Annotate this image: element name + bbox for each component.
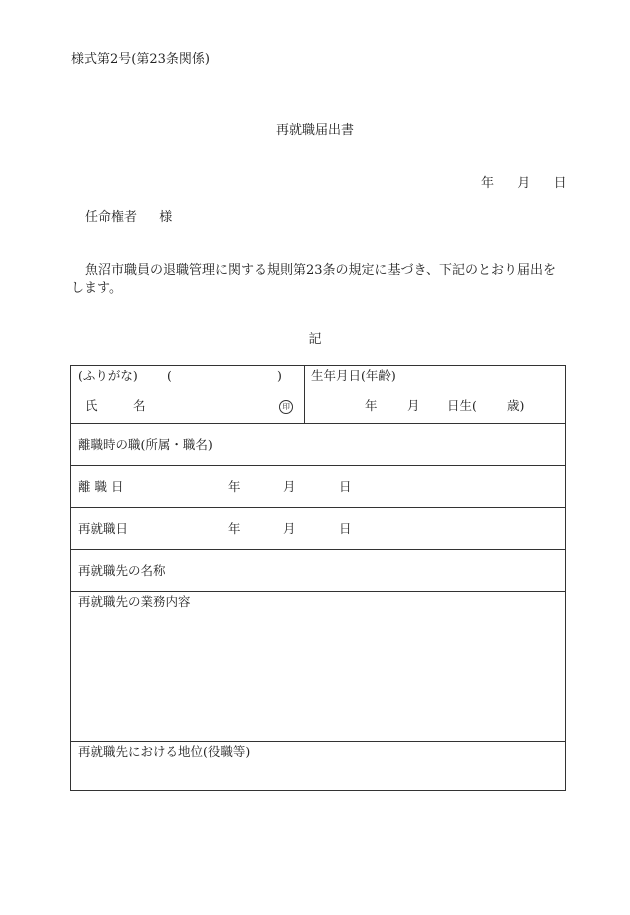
reemployment-form-table	[70, 365, 566, 791]
retirement-month-label: 月	[283, 479, 296, 494]
reemployment-day-label: 日	[339, 521, 352, 536]
row-divider	[71, 465, 565, 466]
retirement-date-label: 離 職 日	[78, 479, 124, 494]
row-divider	[71, 549, 565, 550]
furigana-close-paren: )	[277, 368, 282, 383]
position-at-retirement-label: 離職時の職(所属・職名)	[78, 437, 213, 452]
row-divider	[71, 591, 565, 592]
furigana-label: (ふりがな)	[78, 368, 138, 383]
employer-name-label: 再就職先の名称	[78, 563, 166, 578]
document-title: 再就職届出書	[275, 123, 354, 138]
seal-glyph: 印	[282, 402, 290, 411]
birth-month-label: 月	[407, 398, 420, 413]
retirement-year-label: 年	[228, 479, 241, 494]
form-number: 様式第2号(第23条関係)	[71, 52, 210, 67]
position-at-employer-label: 再就職先における地位(役職等)	[78, 744, 251, 759]
addressee	[85, 209, 172, 226]
statement-paragraph	[71, 262, 567, 298]
statement-text: 魚沼市職員の退職管理に関する規則第23条の規定に基づき、下記のとおり届出をします。	[71, 263, 557, 296]
reemployment-year-label: 年	[228, 521, 241, 536]
date-month-label: 月	[517, 176, 531, 191]
birth-year-label: 年	[365, 398, 378, 413]
business-content-label: 再就職先の業務内容	[78, 594, 191, 609]
retirement-day-label: 日	[339, 479, 352, 494]
seal-mark	[279, 400, 293, 414]
row-divider	[71, 507, 565, 508]
addressee-honorific: 様	[159, 210, 173, 225]
age-label: 歳)	[507, 398, 525, 413]
addressee-name: 任命権者	[85, 210, 138, 225]
row-divider	[71, 741, 565, 742]
submission-date	[481, 175, 567, 192]
furigana-open-paren: (	[167, 368, 172, 383]
birth-day-label: 日生(	[447, 398, 477, 413]
name-label-first: 氏	[85, 398, 98, 413]
birth-date-label: 生年月日(年齢)	[311, 368, 396, 383]
date-day-label: 日	[553, 176, 567, 191]
column-divider	[304, 366, 305, 423]
date-year-label: 年	[481, 176, 495, 191]
reemployment-month-label: 月	[283, 521, 296, 536]
ki-heading: 記	[308, 332, 322, 347]
reemployment-date-label: 再就職日	[78, 521, 129, 536]
name-label-second: 名	[133, 398, 146, 413]
row-divider	[71, 423, 565, 424]
